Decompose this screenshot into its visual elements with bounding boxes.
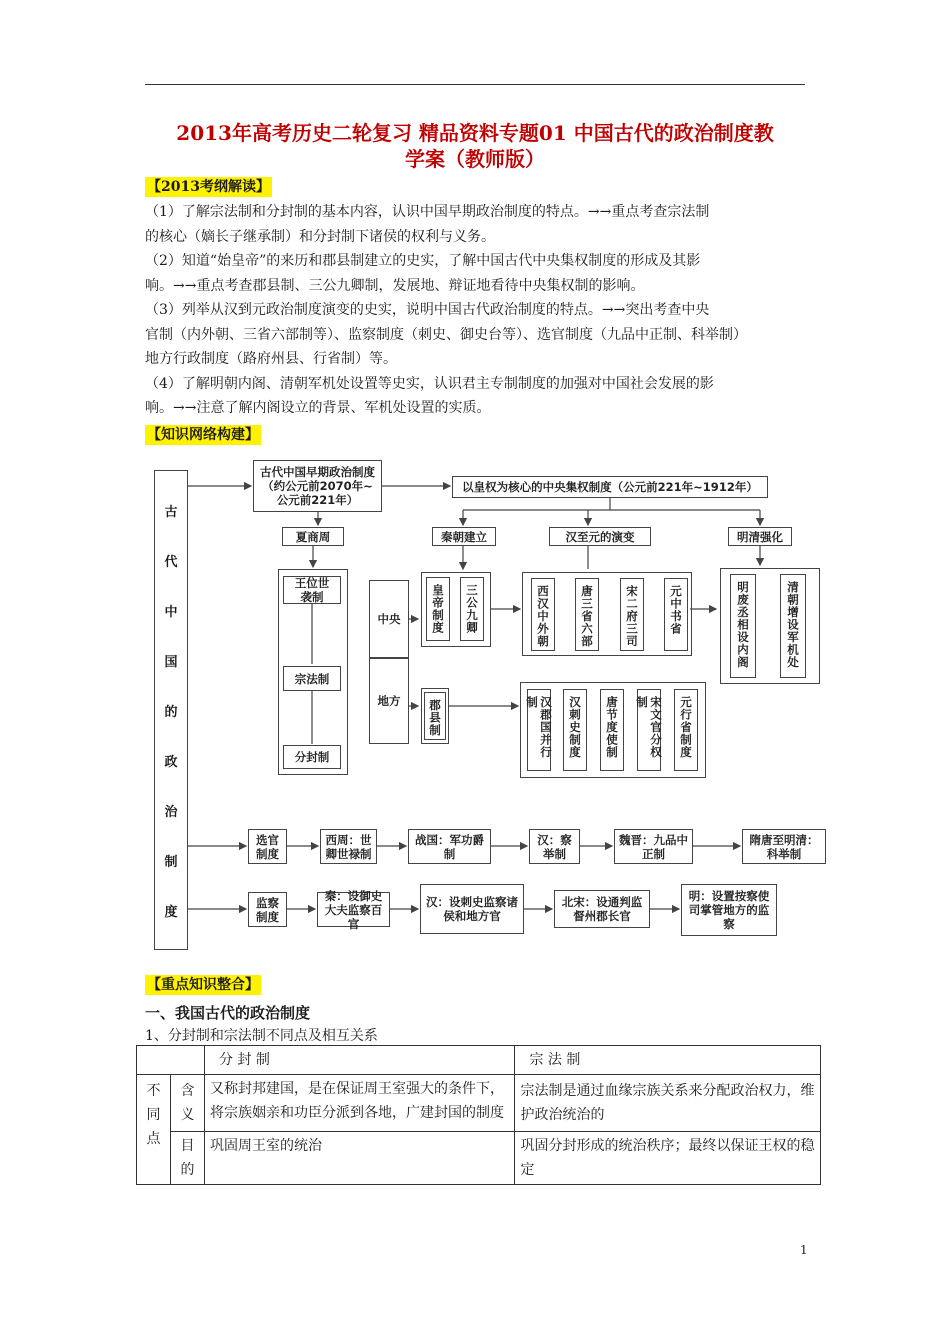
table-cell: 又称封邦建国，是在保证周王室强大的条件下，将宗族姻亲和功臣分派到各地，广建封国的制度 — [204, 1075, 515, 1132]
section-heading-network: 【知识网络构建】 — [147, 427, 259, 443]
section-heading-key-points: 【重点知识整合】 — [147, 977, 259, 993]
outline-paragraphs: （1）了解宗法制和分封制的基本内容，认识中国早期政治制度的特点。→→重点考查宗法制 的核心（嫡长子继承制）和分封制下诸侯的权利与义务。 （2）知道“始皇帝”的来历和郡县制建立的史实，了解中国古代中央集权制度的形成及其影 响。→→重点考查郡县制、三公九卿制，发展地、辩证地看待中央集权制的影响。 （3）列举从汉到元政治制度演变的史实，说明中国古代政治制度的特点。→→突出考查中央 官制（内外朝、三省六部制等）、监察制度（刺史、御史台等）、选官制度（九品中正制、科举制） 地方行政制度（路府州县、行省制）等。 （4）了解明朝内阁、清朝军机处设置等史实，认识君主专制制度的加强对中国社会发展的影 响。→→注意了解内阁设立的背景、军机处设置的实质。 — [145, 204, 747, 416]
western-zhou-hereditary-box: 西周：世卿世禄制 — [320, 829, 377, 864]
row-label-purpose: 目的 — [170, 1132, 204, 1185]
yuan-secretariat-box: 元中书省 — [664, 578, 688, 651]
han-dual-system-box: 汉郡国并行制 — [527, 689, 551, 771]
row-group-label: 不同点 — [137, 1075, 171, 1185]
northern-song-box: 北宋：设通判监督州郡长官 — [554, 890, 650, 928]
section-heading-outline: 【2013考纲解读】 — [147, 179, 270, 195]
commandery-county-box: 郡县制 — [424, 692, 446, 740]
qin-censor-box: 秦：设御史大夫监察百官 — [317, 892, 390, 927]
enfeoffment-box: 分封制 — [283, 745, 341, 769]
early-system-box: 古代中国早期政治制度（约公元前2070年~公元前221年） — [253, 460, 382, 512]
han-inspector-box: 汉刺史制度 — [563, 689, 587, 771]
royal-succession-box: 王位世袭制 — [283, 576, 341, 604]
row-label-meaning: 含义 — [170, 1075, 204, 1132]
warring-states-box: 战国：军功爵制 — [408, 829, 491, 864]
table-cell: 巩固分封形成的统治秩序；最终以保证王权的稳定 — [515, 1132, 821, 1185]
table-header-row — [137, 1046, 821, 1075]
knowledge-network-diagram — [150, 454, 830, 954]
tang-military-governor-box: 唐节度使制 — [600, 689, 624, 771]
page-number: 1 — [800, 1243, 808, 1257]
han-to-yuan-box: 汉至元的演变 — [549, 527, 651, 546]
header-rule — [145, 84, 805, 85]
three-ministers-box: 三公九卿 — [460, 577, 484, 641]
song-box: 宋二府三司 — [620, 578, 644, 651]
ming-cabinet-box: 明废丞相设内阁 — [730, 574, 756, 678]
central-system-box: 以皇权为核心的中央集权制度（公元前221年~1912年） — [452, 476, 768, 498]
song-civil-official-box: 宋文官分权制 — [637, 689, 661, 771]
central-label-box: 中央 — [369, 580, 409, 658]
clan-law-box: 宗法制 — [283, 666, 341, 691]
imperial-exam-box: 隋唐至明清：科举制 — [742, 829, 826, 864]
heading-political-system: 一、我国古代的政治制度 — [145, 1004, 311, 1022]
table-header-fenfeng: 分 封 制 — [204, 1046, 515, 1075]
tang-six-ministries-box: 唐三省六部 — [575, 578, 599, 651]
ming-surveillance-box: 明：设置按察使司掌管地方的监察 — [681, 884, 777, 936]
page-title: 2013年高考历史二轮复习 精品资料专题01 中国古代的政治制度教 学案（教师版） — [176, 121, 774, 171]
table-cell: 巩固周王室的统治 — [204, 1132, 515, 1185]
heading-comparison: 1、分封制和宗法制不同点及相互关系 — [145, 1028, 378, 1044]
supervision-box: 监察制度 — [248, 892, 287, 927]
diagram-side-title: 古 代 中 国 的 政 治 制 度 — [154, 470, 188, 950]
han-recommendation-box: 汉：察举制 — [529, 829, 580, 864]
table-row — [137, 1075, 821, 1132]
official-selection-box: 选官制度 — [248, 829, 287, 864]
xia-shang-zhou-box: 夏商周 — [282, 527, 344, 546]
western-han-box: 西汉中外朝 — [531, 578, 555, 651]
table-header-zongfa: 宗 法 制 — [515, 1046, 821, 1075]
wei-jin-box: 魏晋：九品中正制 — [614, 829, 693, 864]
yuan-province-box: 元行省制度 — [674, 689, 698, 771]
table-row — [137, 1132, 821, 1185]
ming-qing-box: 明清强化 — [728, 527, 792, 546]
local-label-box: 地方 — [369, 658, 409, 744]
comparison-table — [136, 1045, 821, 1185]
emperor-system-box: 皇帝制度 — [426, 577, 450, 641]
han-inspector-supervision-box: 汉：设刺史监察诸侯和地方官 — [420, 884, 524, 934]
qing-grand-council-box: 清朝增设军机处 — [780, 574, 806, 678]
qin-founding-box: 秦朝建立 — [432, 527, 496, 546]
table-cell: 宗法制是通过血缘宗族关系来分配政治权力，维护政治统治的 — [515, 1075, 821, 1132]
